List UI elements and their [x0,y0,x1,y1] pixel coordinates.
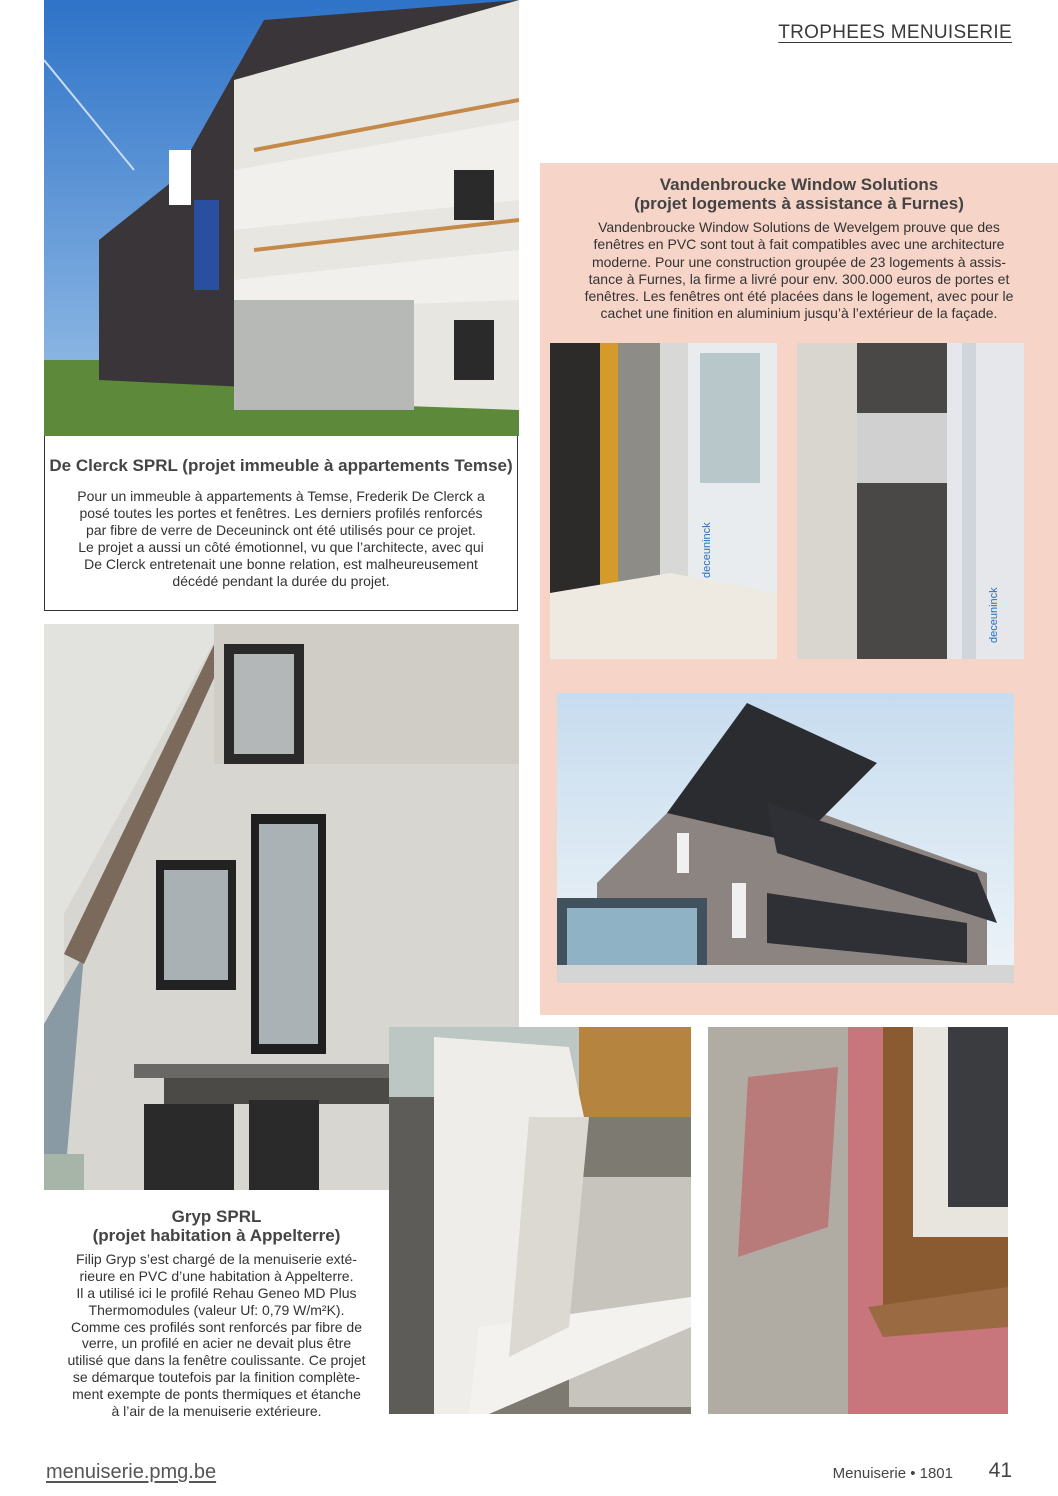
declerck-line: De Clerck entretenait une bonne relation, est malheureusement [84,556,478,572]
gryp-line: Filip Gryp s’est chargé de la menuiserie exté- [76,1251,357,1268]
gryp-line: Thermomodules (valeur Uf: 0,79 W/m²K). [88,1301,345,1318]
vandenbroucke-line: moderne. Pour une construction groupée de 23 logements à assis- [591,253,1007,270]
declerck-article-box [44,436,518,611]
photo-window-sill-red-tape [708,1027,1008,1414]
gryp-line: Il a utilisé ici le profilé Rehau Geneo MD Plus [76,1284,357,1301]
declerck-line: par fibre de verre de Deceuninck ont été utilisés pour ce projet. [86,521,476,538]
gryp-body [44,1251,389,1419]
photo-frame-profile [389,1027,691,1414]
footer-website-link[interactable]: menuiserie.pmg.be [46,1461,217,1483]
gryp-line: Comme ces profilés sont renforcés par fibre de [70,1318,362,1335]
declerck-line: posé toutes les portes et fenêtres. Les derniers profilés renforcés [79,504,483,521]
declerck-line: Le projet a aussi un côté émotionnel, vu que l’architecte, avec qui [78,538,484,555]
vandenbroucke-line: fenêtres en PVC sont tout à fait compatibles avec une architecture [593,236,1005,253]
gryp-line: se démarque toutefois par la finition complète- [72,1368,361,1385]
deceuninck-label: deceuninck [988,587,1000,643]
footer-magazine-issue: Menuiserie • 1801 [832,1465,953,1482]
vandenbroucke-title-line2: (projet logements à assistance à Furnes) [634,193,964,213]
gryp-line: rieure en PVC d’une habitation à Appelterre. [79,1268,354,1285]
deceuninck-label: deceuninck [701,522,713,578]
gryp-line: ment exempte de ponts thermiques et étanche [72,1385,361,1402]
vandenbroucke-line: Vandenbroucke Window Solutions de Wevelgem prouve que des [598,219,1000,236]
photo-window-frame-foam [550,343,777,659]
gryp-title-line2: (projet habitation à Appelterre) [92,1225,341,1245]
photo-temse-apartment-building [44,0,519,436]
footer-page-number: 41 [988,1459,1012,1482]
gryp-line: verre, un profilé en acier ne devait plus être [81,1335,352,1352]
gryp-title-line1: Gryp SPRL [171,1207,262,1226]
vandenbroucke-body [540,219,1058,321]
gryp-line: utilisé que dans la fenêtre coulissante. Ce projet [67,1352,366,1369]
declerck-line: décédé pendant la durée du projet. [172,573,390,590]
declerck-line: Pour un immeuble à appartements à Temse, Frederik De Clerck a [77,487,485,504]
photo-furnes-building [557,693,1014,983]
gryp-line: à l’air de la menuiserie extérieure. [111,1402,322,1419]
gryp-title [44,1208,389,1245]
photo-window-tape-detail [797,343,1024,659]
vandenbroucke-title-line1: Vandenbroucke Window Solutions [659,175,939,194]
gryp-article-box [44,1190,389,1440]
vandenbroucke-line: tance à Furnes, la firme a livré pour env. 300.000 euros de portes et [588,270,1010,287]
vandenbroucke-line: cachet une finition en aluminium jusqu’à l’extérieur de la façade. [600,304,998,321]
vandenbroucke-line: fenêtres. Les fenêtres ont été placées dans le logement, avec pour le [584,287,1014,304]
declerck-title: De Clerck SPRL (projet immeuble à appartements Temse) [49,456,513,475]
section-header: TROPHEES MENUISERIE [778,22,1012,43]
vandenbroucke-title [540,176,1058,213]
declerck-body [45,488,517,590]
